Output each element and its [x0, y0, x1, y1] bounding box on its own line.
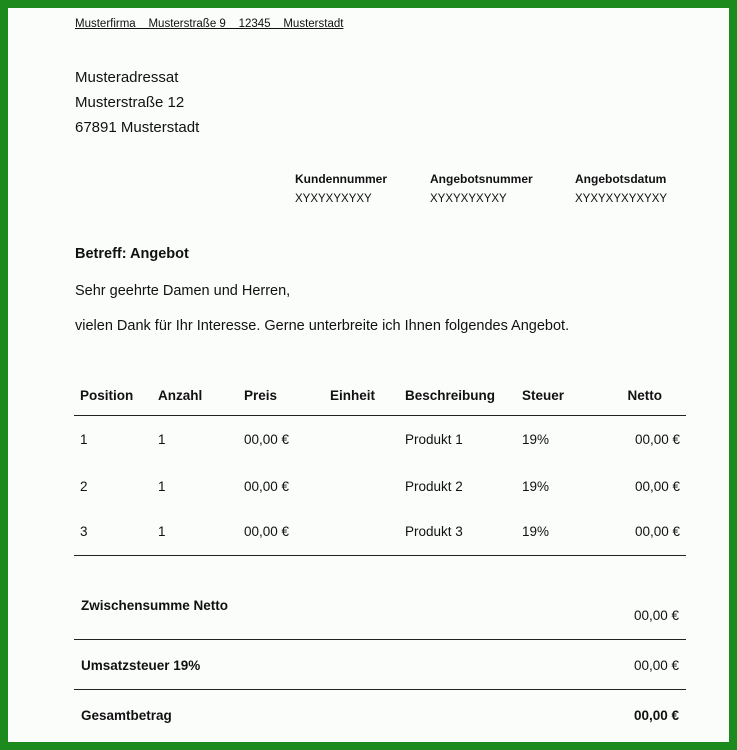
- vat-divider: [74, 689, 686, 690]
- meta-value: XYXYXYXYXY: [295, 193, 372, 205]
- recipient-address: [75, 65, 199, 140]
- recipient-city: 67891 Musterstadt: [75, 119, 200, 136]
- cell-tax: 19%: [522, 524, 550, 539]
- header-tax: Steuer: [522, 388, 565, 403]
- intro-text: vielen Dank für Ihr Interesse. Gerne unterbreite ich Ihnen folgendes Angebot.: [75, 318, 570, 334]
- recipient-name: Musteradressat: [75, 69, 179, 86]
- subtotal-label: Zwischensumme Netto: [81, 598, 229, 613]
- cell-net: 00,00 €: [634, 479, 680, 494]
- header-quantity: Anzahl: [158, 388, 203, 403]
- table-row: [74, 432, 686, 452]
- cell-quantity: 1: [158, 479, 166, 494]
- table-bottom-divider: [74, 555, 686, 556]
- header-unit: Einheit: [330, 388, 376, 403]
- header-position: Position: [80, 388, 134, 403]
- cell-position: 1: [80, 432, 88, 447]
- subtotal-value: 00,00 €: [633, 608, 679, 623]
- cell-tax: 19%: [522, 479, 550, 494]
- cell-position: 2: [80, 479, 88, 494]
- subtotal-divider: [74, 639, 686, 640]
- header-price: Preis: [244, 388, 278, 403]
- meta-label: Kundennummer: [295, 172, 388, 186]
- cell-description: Produkt 2: [405, 479, 463, 494]
- meta-value: XYXYXYXYXYXY: [575, 193, 668, 205]
- total-label: Gesamtbetrag: [81, 708, 172, 723]
- meta-label: Angebotsnummer: [430, 172, 533, 186]
- vat-label: Umsatzsteuer 19%: [81, 658, 201, 673]
- cell-tax: 19%: [522, 432, 550, 447]
- meta-offer-date: [575, 172, 667, 205]
- document-page: [8, 8, 729, 742]
- table-header-divider: [74, 415, 686, 416]
- vat-value: 00,00 €: [633, 658, 679, 673]
- cell-description: Produkt 3: [405, 524, 463, 539]
- table-header-row: [74, 388, 686, 408]
- sender-line: Musterfirma Musterstraße 9 12345 Musterstadt: [75, 18, 344, 30]
- meta-customer-number: [295, 172, 387, 205]
- recipient-street: Musterstraße 12: [75, 94, 185, 111]
- total-value: 00,00 €: [633, 708, 679, 723]
- cell-description: Produkt 1: [405, 432, 463, 447]
- cell-price: 00,00 €: [244, 524, 290, 539]
- header-description: Beschreibung: [405, 388, 496, 403]
- subject-line: Betreff: Angebot: [75, 246, 189, 262]
- meta-offer-number: [430, 172, 533, 205]
- cell-quantity: 1: [158, 432, 166, 447]
- items-table: [74, 388, 686, 408]
- meta-value: XYXYXYXYXY: [430, 193, 507, 205]
- cell-net: 00,00 €: [634, 524, 680, 539]
- meta-label: Angebotsdatum: [575, 172, 667, 186]
- cell-quantity: 1: [158, 524, 166, 539]
- cell-price: 00,00 €: [244, 432, 290, 447]
- cell-net: 00,00 €: [634, 432, 680, 447]
- cell-position: 3: [80, 524, 88, 539]
- table-row: [74, 479, 686, 499]
- table-row: [74, 524, 686, 544]
- header-net: Netto: [627, 388, 662, 403]
- cell-price: 00,00 €: [244, 479, 290, 494]
- salutation: Sehr geehrte Damen und Herren,: [75, 283, 291, 299]
